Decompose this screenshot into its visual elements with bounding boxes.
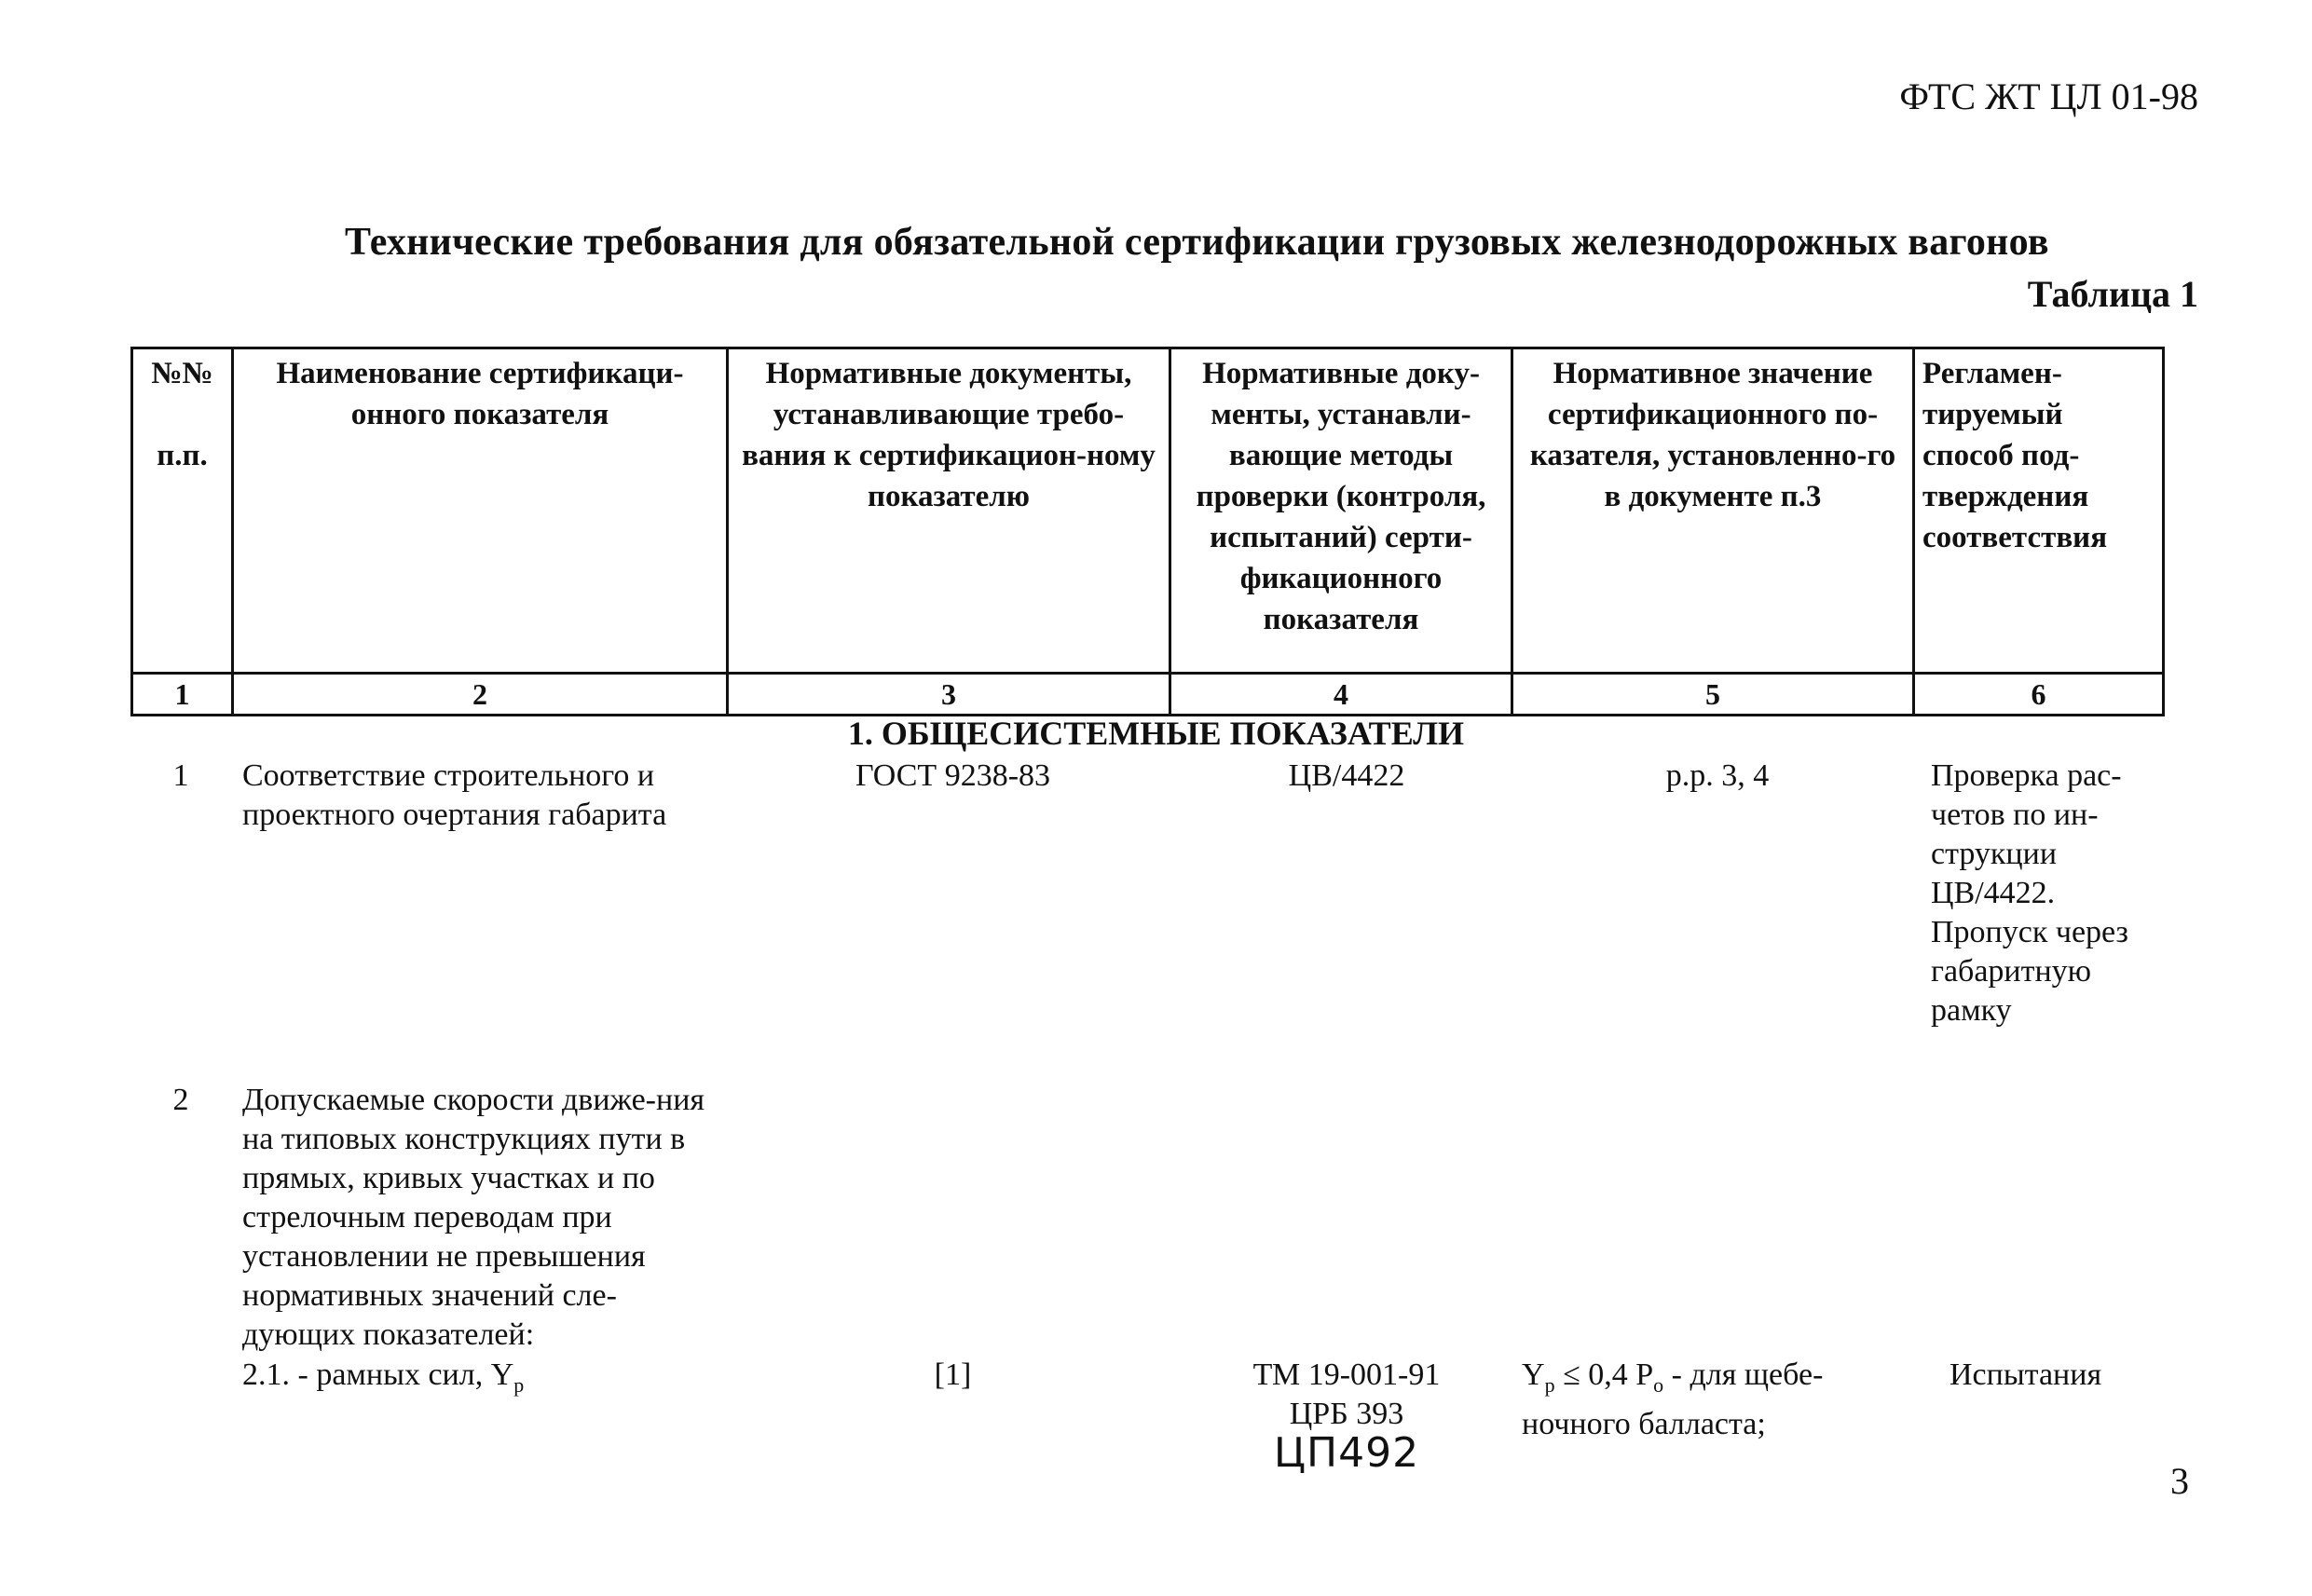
row21-value-p-sub: о bbox=[1653, 1372, 1664, 1397]
row2-name: Допускаемые скорости движе-ния на типовых конструкциях пути в прямых, кривых участках и по стрелочным переводам при установлении не превышения нормативных значений сле-дующих показателей: bbox=[242, 1083, 705, 1352]
row21-method-docs bbox=[1179, 1356, 1514, 1477]
row21-value bbox=[1522, 1356, 1913, 1444]
row21-value-y-sub: р bbox=[1544, 1372, 1555, 1397]
document-code: ФТС ЖТ ЦЛ 01-98 bbox=[1899, 75, 2198, 117]
header-col-number bbox=[132, 348, 233, 674]
row2-number: 2 bbox=[172, 1083, 189, 1117]
row21-method-doc-handwritten: ЦП492 bbox=[1273, 1429, 1420, 1477]
header-col-method-docs: Нормативные доку-менты, устанавли-вающие методы проверки (контроля, испытаний) серти-фикационного показателя bbox=[1170, 348, 1512, 674]
header-col-confirmation: Регламен-тируемый способ под-тверждения соответствия bbox=[1914, 348, 2164, 674]
header-col-value: Нормативное значение сертификационного по-казателя, установленно-го в документе п.3 bbox=[1512, 348, 1914, 674]
row1-req-docs: ГОСТ 9238-83 bbox=[855, 758, 1051, 793]
page-title: Технические требования для обязательной сертификации грузовых железнодорожных вагонов bbox=[345, 221, 2049, 264]
row1-value: р.р. 3, 4 bbox=[1665, 758, 1770, 793]
row1-method-docs: ЦВ/4422 bbox=[1288, 758, 1405, 793]
header-col-name: Наименование сертификаци-онного показателя bbox=[233, 348, 728, 674]
row21-name-prefix: 2.1. - рамных сил, Y bbox=[242, 1357, 514, 1392]
row21-value-y: Y bbox=[1522, 1357, 1545, 1392]
requirements-table-header bbox=[130, 347, 2165, 716]
row21-req-docs: [1] bbox=[934, 1357, 972, 1392]
column-number: 1 bbox=[132, 674, 233, 716]
row21-value-mid: ≤ 0,4 P bbox=[1554, 1357, 1654, 1392]
column-number: 3 bbox=[728, 674, 1170, 716]
row1-number: 1 bbox=[172, 758, 189, 793]
row21-value-tail: - для щебе-ночного балласта; bbox=[1522, 1357, 1824, 1441]
row21-confirmation: Испытания bbox=[1949, 1357, 2102, 1392]
row21-method-doc-2: ЦРБ 393 bbox=[1289, 1397, 1404, 1431]
column-number: 5 bbox=[1512, 674, 1914, 716]
row1-confirmation: Проверка рас-четов по ин-струкции ЦВ/4422. Пропуск через габаритную рамку bbox=[1931, 758, 2128, 1028]
table-label: Таблица 1 bbox=[2027, 273, 2198, 315]
row21-name bbox=[242, 1356, 727, 1405]
row21-method-doc-1: ТМ 19-001-91 bbox=[1252, 1357, 1441, 1392]
column-number: 4 bbox=[1170, 674, 1512, 716]
header-col-number-line2: п.п. bbox=[157, 439, 208, 472]
row21-name-sub: р bbox=[513, 1372, 525, 1397]
page-number: 3 bbox=[2170, 1460, 2189, 1502]
header-col-number-line1: №№ bbox=[151, 357, 213, 390]
column-number: 2 bbox=[233, 674, 728, 716]
header-col-req-docs: Нормативные документы, устанавливающие требо-вания к сертификацион-ному показателю bbox=[728, 348, 1170, 674]
column-number: 6 bbox=[1914, 674, 2164, 716]
row1-name: Соответствие строительного и проектного очертания габарита bbox=[242, 758, 667, 832]
section-title: 1. ОБЩЕСИСТЕМНЫЕ ПОКАЗАТЕЛИ bbox=[847, 715, 1465, 752]
